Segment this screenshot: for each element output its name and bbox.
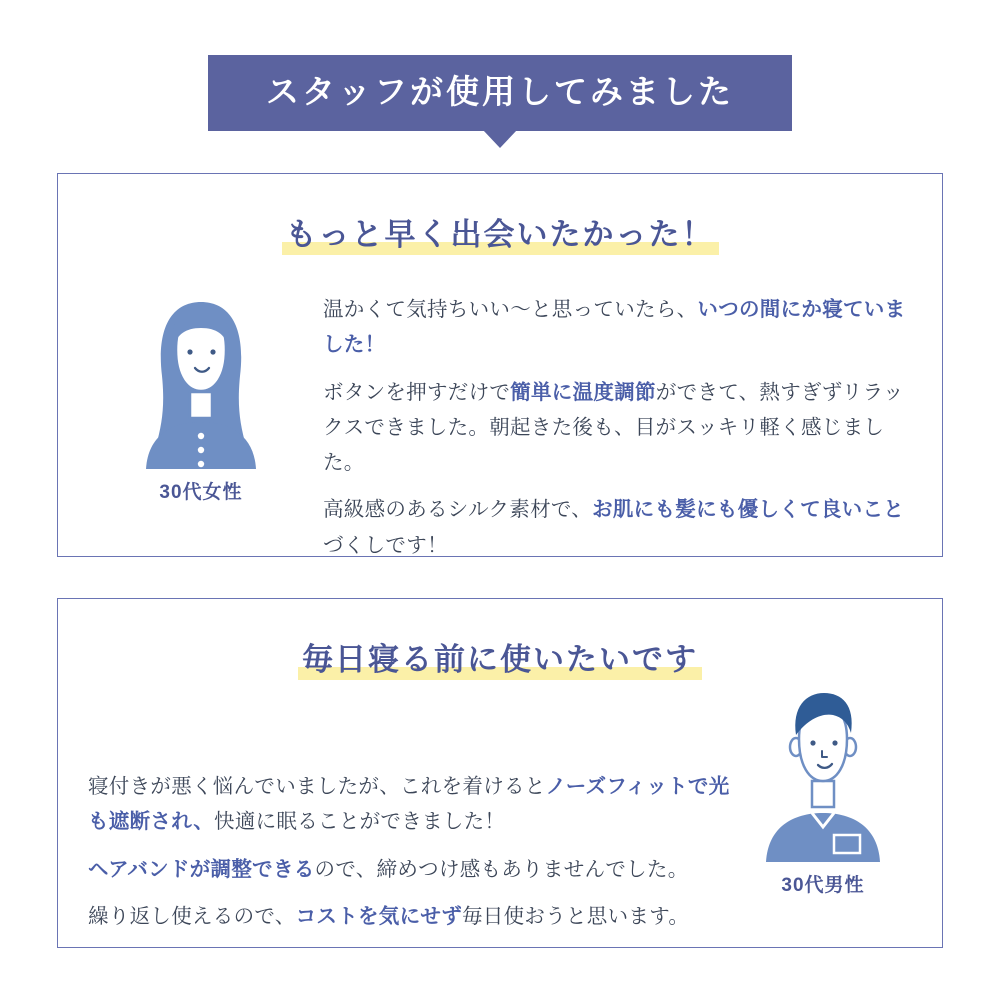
- body-text-run: 高級感のあるシルク素材で、: [323, 498, 593, 522]
- body-text-run: 快適に眠ることができました！: [214, 810, 506, 834]
- review-title-1-text: もっと早く出会いたかった！: [282, 216, 719, 253]
- review-title-1: [282, 216, 719, 253]
- review-paragraph: [323, 292, 913, 363]
- body-text-run: ので、締めつけ感もありませんでした。: [314, 857, 689, 881]
- header-banner-wrapper: [0, 55, 1000, 131]
- reviewer-avatar-1: [116, 284, 286, 504]
- body-text-run: づくしです！: [323, 533, 448, 557]
- body-text-run: 温かくて気持ちいい〜と思っていたら、: [323, 298, 698, 321]
- review-card-1: [57, 173, 943, 557]
- woman-avatar-icon: [116, 284, 286, 469]
- accent-text: お肌にも髪にも優しくて良いこと: [592, 498, 905, 522]
- review-paragraph: [88, 852, 738, 887]
- review-title-row-2: [58, 641, 942, 678]
- review-body-2: [88, 769, 738, 934]
- review-paragraph: [323, 375, 913, 481]
- body-text-run: 繰り返し使えるので、: [88, 904, 296, 928]
- body-text-run: ボタンを押すだけで: [323, 380, 511, 404]
- review-paragraph: [323, 492, 913, 563]
- body-text-run: 寝付きが悪く悩んでいましたが、これを着けると: [88, 775, 546, 798]
- body-text-run: 毎日使おうと思います。: [462, 904, 690, 928]
- reviewer-caption-1: 30代女性: [159, 482, 243, 503]
- review-paragraph: [88, 769, 738, 840]
- review-body-1: [323, 292, 913, 563]
- accent-text: いつの間にか寝ていました！: [323, 298, 906, 357]
- review-title-2-text: 毎日寝る前に使いたいです: [298, 641, 702, 678]
- accent-text: ヘアバンドが調整できる: [88, 857, 315, 881]
- reviewer-avatar-2: [738, 677, 908, 897]
- accent-text: コストを気にせず: [295, 904, 462, 928]
- banner-arrow-icon: [483, 130, 517, 148]
- header-banner: [208, 55, 792, 131]
- accent-text: 簡単に温度調節: [510, 380, 656, 404]
- body-text-run: ができて、熱すぎずリラックスできました。朝起きた後も、目がスッキリ軽く感じました。: [323, 380, 904, 474]
- review-paragraph: [88, 899, 738, 934]
- review-card-2: [57, 598, 943, 948]
- review-title-row-1: [58, 216, 942, 253]
- man-avatar-icon: [738, 677, 908, 862]
- review-title-2: [298, 641, 702, 678]
- reviewer-caption-2: 30代男性: [781, 875, 865, 896]
- accent-text: ノーズフィットで光も遮断され、: [88, 775, 730, 834]
- header-banner-label: スタッフが使用してみました: [266, 73, 734, 110]
